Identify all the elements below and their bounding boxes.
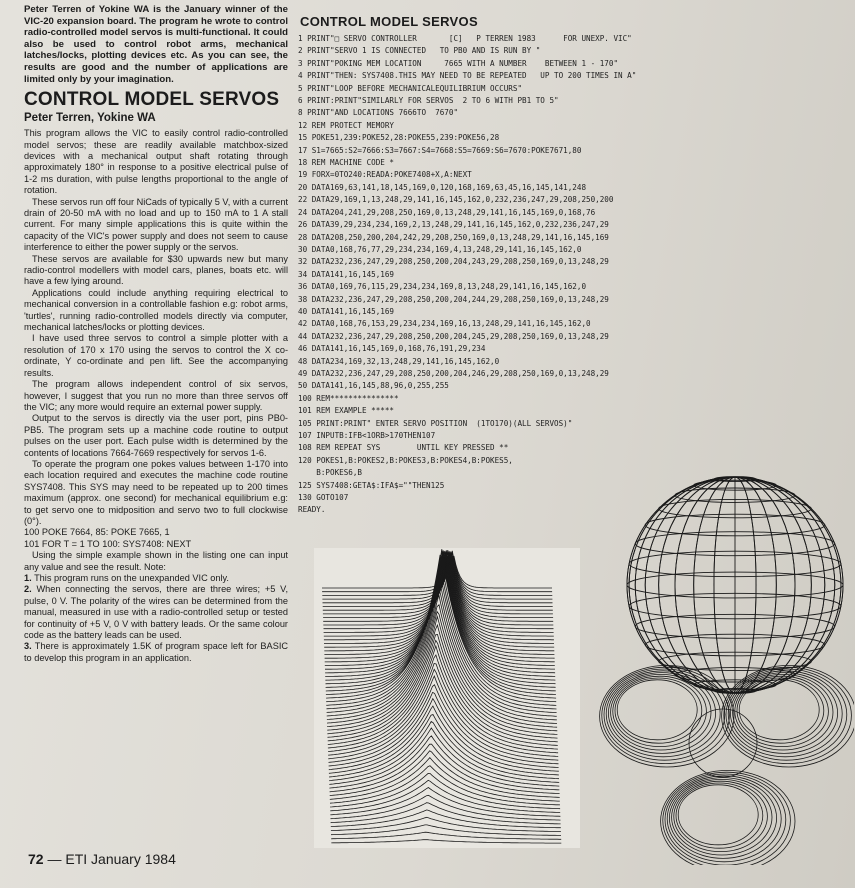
peak-line bbox=[331, 803, 561, 824]
note-text: This program runs on the unexpanded VIC only. bbox=[34, 573, 229, 583]
petal-loop bbox=[613, 676, 707, 746]
listing-line: 6 PRINT:PRINT"SIMILARLY FOR SERVOS 2 TO 6 WITH PB1 TO 5" bbox=[298, 96, 559, 106]
page-number: 72 bbox=[28, 851, 44, 867]
petal-loop bbox=[615, 678, 702, 743]
body-paragraph: Applications could include anything requiring electrical to mechanical conversion in a controllable fashion e.g: robot arms, 'turtles', running radio-controlled models directly via computer, mechanical latches/locks or plotting devices. bbox=[24, 287, 288, 333]
petal-loop bbox=[739, 680, 819, 740]
petal-loop bbox=[735, 676, 829, 746]
listing-line: 125 SYS7408:GETA$:IFA$=""THEN125 bbox=[298, 480, 445, 490]
listing-line: 1 PRINT"□ SERVO CONTROLLER [C] P TERREN 1983 FOR UNEXP. VIC" bbox=[298, 34, 632, 43]
listing-line: 2 PRINT"SERVO 1 IS CONNECTED TO PB0 AND IS RUN BY " bbox=[298, 46, 541, 56]
body-paragraph: These servos run off four NiCads of typically 5 V, with a current drain of 20-50 mA with no load and up to 150 mA to 1 A stall current. For many simple applications this is quite within the capacity of the VIC's power supply and does not seem to cause interference to either the power supply or the servos. bbox=[24, 196, 288, 253]
petal-loop bbox=[617, 680, 697, 740]
listing-line: 18 REM MACHINE CODE * bbox=[298, 158, 395, 168]
petal-loop bbox=[602, 667, 730, 763]
article-byline: Peter Terren, Yokine WA bbox=[24, 112, 156, 125]
listing-column bbox=[298, 14, 853, 517]
listing-line: 120 POKES1,B:POKES2,B:POKES3,B:POKES4,B:POKES5, bbox=[298, 455, 513, 465]
listing-line: 38 DATA232,236,247,29,208,250,200,204,244,29,208,250,169,0,13,248,29 bbox=[298, 294, 609, 304]
petal-loop bbox=[611, 674, 711, 750]
petal-loop bbox=[674, 781, 768, 851]
listing-title: CONTROL MODEL SERVOS bbox=[300, 14, 478, 29]
page-footer bbox=[28, 851, 176, 867]
listing-line: 4 PRINT"THEN: SYS7408.THIS MAY NEED TO BE REPEATED UP TO 200 TIMES IN A" bbox=[298, 71, 637, 81]
note-item bbox=[24, 584, 288, 641]
listing-line: 3 PRINT"POKING MEM LOCATION 7665 WITH A NUMBER BETWEEN 1 - 170" bbox=[298, 58, 619, 68]
code-example-line: 100 POKE 7664, 85: POKE 7665, 1 bbox=[24, 527, 170, 538]
plotter-3d-peak-graphic bbox=[314, 548, 580, 848]
notes-list bbox=[24, 573, 288, 664]
peak-lines bbox=[322, 549, 561, 843]
petal-loop bbox=[737, 678, 824, 743]
body-paragraph: The program allows independent control of six servos, however, I suggest that you run no more than three servos off the VIC; any more would require an external power supply. bbox=[24, 379, 288, 412]
listing-line: 46 DATA141,16,145,169,0,168,76,191,29,234 bbox=[298, 344, 486, 354]
peak-line bbox=[329, 736, 559, 790]
note-item bbox=[24, 573, 288, 584]
listing-line: 130 GOTO107 bbox=[298, 493, 349, 503]
article-headline: CONTROL MODEL SERVOS bbox=[24, 89, 280, 111]
listing-line: READY. bbox=[298, 505, 326, 515]
note-text: There is approximately 1.5K of program space left for BASIC to develop this program in an application. bbox=[24, 641, 289, 663]
listing-line: 42 DATA0,168,76,153,29,234,234,169,16,13,248,29,141,16,145,162,0 bbox=[298, 319, 591, 329]
peak-line bbox=[330, 751, 560, 798]
body-paragraph: These servos are available for $30 upwards new but many radio-control modellers with model cars, planes, boats etc. will have a few lying around. bbox=[24, 253, 288, 287]
note-number: 2. bbox=[24, 584, 32, 595]
peak-line bbox=[325, 554, 555, 673]
code-example-line: 101 FOR T = 1 TO 100: SYS7408: NEXT bbox=[24, 538, 192, 549]
listing-line: 15 POKE51,239:POKE52,28:POKE55,239:POKE56,28 bbox=[298, 133, 500, 143]
body-paragraph: I have used three servos to control a simple plotter with a resolution of 170 x 170 using the servos to control the X co-ordinate, Y co-ordinate and pen lift. See the accompanying results. bbox=[24, 333, 288, 378]
intro-paragraph: Peter Terren of Yokine WA is the January winner of the VIC-20 expansion board. The program he wrote to control radio-controlled model servos is multi-functional. It could also be used to control robot arms, mechanical latches/locks, plotting devices etc. As you can see, the results are good and the number of applications are limited only by your imagination. bbox=[24, 4, 288, 85]
listing-line: 28 DATA208,250,200,204,242,29,208,250,169,0,13,248,29,141,16,145,169 bbox=[298, 232, 609, 242]
peak-line bbox=[331, 840, 561, 844]
listing-line: 107 INPUTB:IFB<1ORB>170THEN107 bbox=[298, 431, 436, 440]
listing-line: 26 DATA39,29,234,234,169,2,13,248,29,141,16,145,162,0,232,236,247,29 bbox=[298, 220, 609, 230]
listing-line: 5 PRINT"LOOP BEFORE MECHANICALEQUILIBRIUM OCCURS" bbox=[298, 83, 523, 93]
listing-line: 30 DATA0,168,76,77,29,234,234,169,4,13,248,29,141,16,145,162,0 bbox=[298, 244, 582, 254]
petal-loop bbox=[733, 674, 833, 750]
listing-line: 34 DATA141,16,145,169 bbox=[298, 269, 395, 279]
listing-line: 12 REM PROTECT MEMORY bbox=[298, 120, 395, 130]
listing-line: 108 REM REPEAT SYS UNTIL KEY PRESSED ** bbox=[298, 443, 509, 453]
article-column bbox=[24, 4, 288, 664]
petal-loop bbox=[678, 785, 758, 845]
basic-program-listing bbox=[298, 33, 853, 517]
petal-center-loop bbox=[689, 709, 757, 777]
plotter-petal-graphic bbox=[592, 643, 854, 865]
petal-loop bbox=[730, 673, 837, 754]
listing-line: 32 DATA232,236,247,29,208,250,200,204,243,29,208,250,169,0,13,248,29 bbox=[298, 257, 609, 267]
listing-line: 48 DATA234,169,32,13,248,29,141,16,145,162,0 bbox=[298, 356, 500, 366]
note-item bbox=[24, 641, 288, 664]
listing-line: 101 REM EXAMPLE ***** bbox=[298, 406, 395, 416]
note-number: 1. bbox=[24, 573, 32, 583]
listing-line: 105 PRINT:PRINT" ENTER SERVO POSITION (1TO170)(ALL SERVOS)" bbox=[298, 418, 573, 428]
note-text: When connecting the servos, there are three wires; +5 V, pulse, 0 V. The polarity of the wires can be determined from the manual, measured in use with a radio-controlled setup or tested for continuity of +5 V, 0 V with battery leads. Or the same colour code as the battery leads can be used. bbox=[24, 584, 288, 641]
body-paragraph: Output to the servos is directly via the user port, pins PB0-PB5. The program sets up a machine code routine to output pulses on the user port. Each pulse width is determined by the contents of locations 7664-7669 respectively for servos 1-6. bbox=[24, 413, 288, 458]
peak-line bbox=[330, 744, 560, 794]
body-paragraph: This program allows the VIC to easily control radio-controlled model servos; these are readily available matchbox-sized devices with a mechanical output shaft rotating through approximately 180° in response to a positive electrical pulse of 1-2 ms duration, with pulse lengths proportional to the angle of rotation. bbox=[24, 128, 288, 196]
petal-loop bbox=[669, 778, 776, 859]
petal-loop bbox=[608, 673, 715, 754]
listing-line: 20 DATA169,63,141,18,145,169,0,120,168,169,63,45,16,145,141,248 bbox=[298, 182, 587, 192]
listing-line: 100 REM*************** bbox=[298, 393, 399, 403]
petal-loop bbox=[728, 671, 842, 757]
petal-loop bbox=[606, 671, 720, 757]
listing-line: 40 DATA141,16,145,169 bbox=[298, 306, 395, 316]
listing-line: 44 DATA232,236,247,29,208,250,200,204,245,29,208,250,169,0,13,248,29 bbox=[298, 331, 609, 341]
listing-line: 36 DATA0,169,76,115,29,234,234,169,8,13,248,29,141,16,145,162,0 bbox=[298, 282, 587, 292]
listing-line: 50 DATA141,16,145,88,96,0,255,255 bbox=[298, 381, 449, 391]
listing-line: 19 FORX=0TO240:READA:POKE7408+X,A:NEXT bbox=[298, 170, 472, 180]
listing-line: 17 S1=7665:S2=7666:S3=7667:S4=7668:S5=7669:S6=7670:POKE7671,80 bbox=[298, 145, 582, 155]
listing-line: 8 PRINT"AND LOCATIONS 7666TO 7670" bbox=[298, 108, 459, 118]
publication-credit: — ETI January 1984 bbox=[47, 851, 176, 867]
listing-line: 24 DATA204,241,29,208,250,169,0,13,248,29,141,16,145,169,0,168,76 bbox=[298, 207, 596, 217]
body-paragraph: To operate the program one pokes values between 1-170 into each location required and executes the machine code routine SYS7408. This SYS may need to be repeated up to 200 times maximum (approx. one second) for mechanical equilibrium e.g: to get servo one to midposition and servo two to full clockwise (0°). bbox=[24, 458, 288, 526]
petal-loop bbox=[672, 779, 772, 855]
note-number: 3. bbox=[24, 641, 32, 652]
listing-line: B:POKES6,B bbox=[298, 468, 363, 478]
listing-line: 22 DATA29,169,1,13,248,29,141,16,145,162,0,232,236,247,29,208,250,200 bbox=[298, 195, 614, 205]
petal-loop bbox=[667, 776, 781, 862]
body-paragraph: Using the simple example shown in the listing one can input any value and see the result. Note: bbox=[24, 550, 288, 572]
petal-loops bbox=[600, 665, 854, 865]
listing-line: 49 DATA232,236,247,29,208,250,200,204,246,29,208,250,169,0,13,248,29 bbox=[298, 368, 609, 378]
petal-loop bbox=[676, 783, 763, 848]
